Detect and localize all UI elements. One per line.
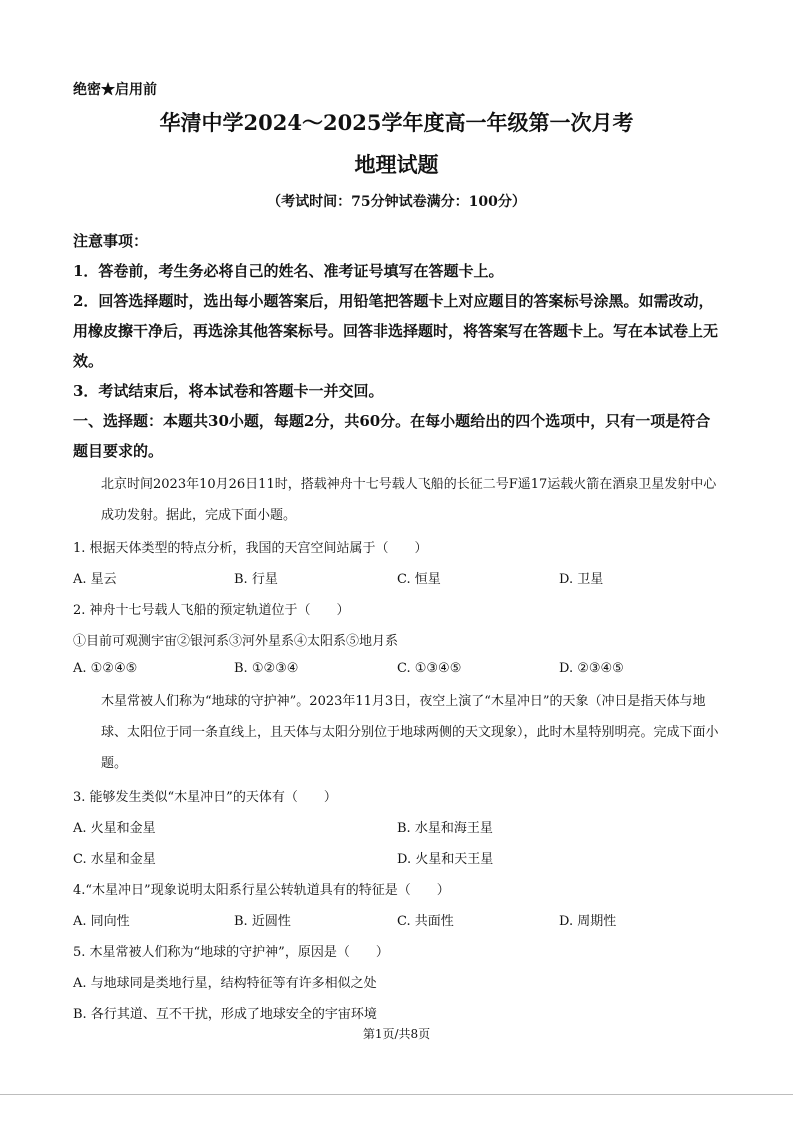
q4-stem: 4.“木星冲日”现象说明太阳系行星公转轨道具有的特征是（ ） bbox=[73, 883, 450, 898]
exam-info: （考试时间：75分钟试卷满分：100分） bbox=[267, 194, 526, 210]
note-item-2: 2．回答选择题时，选出每小题答案后，用铅笔把答题卡上对应题目的答案标号涂黑。如需改动，用橡皮擦干净后，再选涂其他答案标号。回答非选择题时，将答案写在答题卡上。写在本试卷上无效。 bbox=[73, 292, 719, 370]
bottom-divider bbox=[0, 1094, 793, 1095]
q2-sub: ①目前可观测宇宙②银河系③河外星系④太阳系⑤地月系 bbox=[73, 634, 399, 649]
q5-stem: 5. 木星常被人们称为“地球的守护神”，原因是（ ） bbox=[73, 945, 389, 960]
q4-option-a[interactable]: A. 同向性 bbox=[73, 914, 130, 929]
note-item-1: 1．答卷前，考生务必将自己的姓名、准考证号填写在答题卡上。 bbox=[73, 262, 504, 280]
subject-title: 地理试题 bbox=[354, 152, 439, 177]
q3-option-d[interactable]: D. 火星和天王星 bbox=[397, 852, 494, 867]
q1-option-a[interactable]: A. 星云 bbox=[73, 572, 117, 587]
q2-stem: 2. 神舟十七号载人飞船的预定轨道位于（ ） bbox=[73, 603, 350, 618]
q4-option-d[interactable]: D. 周期性 bbox=[559, 914, 617, 929]
q2-option-b[interactable]: B. ①②③④ bbox=[234, 661, 299, 676]
confidential-mark: 绝密★启用前 bbox=[73, 82, 157, 98]
section-heading: 一、选择题：本题共30小题，每题2分，共60分。在每小题给出的四个选项中，只有一项是符合题目要求的。 bbox=[73, 412, 711, 460]
q1-stem: 1. 根据天体类型的特点分析，我国的天宫空间站属于（ ） bbox=[73, 541, 428, 556]
passage-2-text: 木星常被人们称为“地球的守护神”。2023年11月3日，夜空上演了“木星冲日”的天象（冲日是指天体与地球、太阳位于同一条直线上，且天体与太阳分别位于地球两侧的天文现象），此时木星特别明亮。完成下面小题。 bbox=[101, 694, 719, 771]
notes-heading: 注意事项： bbox=[73, 232, 149, 250]
notes-section bbox=[73, 226, 723, 466]
note-item-3: 3．考试结束后，将本试卷和答题卡一并交回。 bbox=[73, 382, 384, 400]
exam-title: 华清中学2024～2025学年度高一年级第一次月考 bbox=[159, 110, 634, 135]
q1-option-c[interactable]: C. 恒星 bbox=[397, 572, 441, 587]
q3-option-c[interactable]: C. 水星和金星 bbox=[73, 852, 156, 867]
q4-option-b[interactable]: B. 近圆性 bbox=[234, 914, 291, 929]
passage-1-text: 北京时间2023年10月26日11时，搭载神舟十七号载人飞船的长征二号F遥17运载火箭在酒泉卫星发射中心成功发射。据此，完成下面小题。 bbox=[101, 477, 717, 523]
page-footer: 第1页/共8页 bbox=[362, 1027, 431, 1041]
q2-option-a[interactable]: A. ①②④⑤ bbox=[73, 661, 138, 676]
q3-option-b[interactable]: B. 水星和海王星 bbox=[397, 821, 493, 836]
q1-option-b[interactable]: B. 行星 bbox=[234, 572, 278, 587]
passage-1 bbox=[73, 469, 723, 531]
q5-option-b[interactable]: B. 各行其道、互不干扰，形成了地球安全的宇宙环境 bbox=[73, 1007, 377, 1022]
q3-option-a[interactable]: A. 火星和金星 bbox=[73, 821, 156, 836]
q2-option-c[interactable]: C. ①③④⑤ bbox=[397, 661, 462, 676]
q2-option-d[interactable]: D. ②③④⑤ bbox=[559, 661, 624, 676]
q5-option-a[interactable]: A. 与地球同是类地行星，结构特征等有许多相似之处 bbox=[73, 976, 377, 991]
q4-option-c[interactable]: C. 共面性 bbox=[397, 914, 454, 929]
q1-option-d[interactable]: D. 卫星 bbox=[559, 572, 604, 587]
passage-2 bbox=[73, 686, 723, 779]
q3-stem: 3. 能够发生类似“木星冲日”的天体有（ ） bbox=[73, 790, 337, 805]
